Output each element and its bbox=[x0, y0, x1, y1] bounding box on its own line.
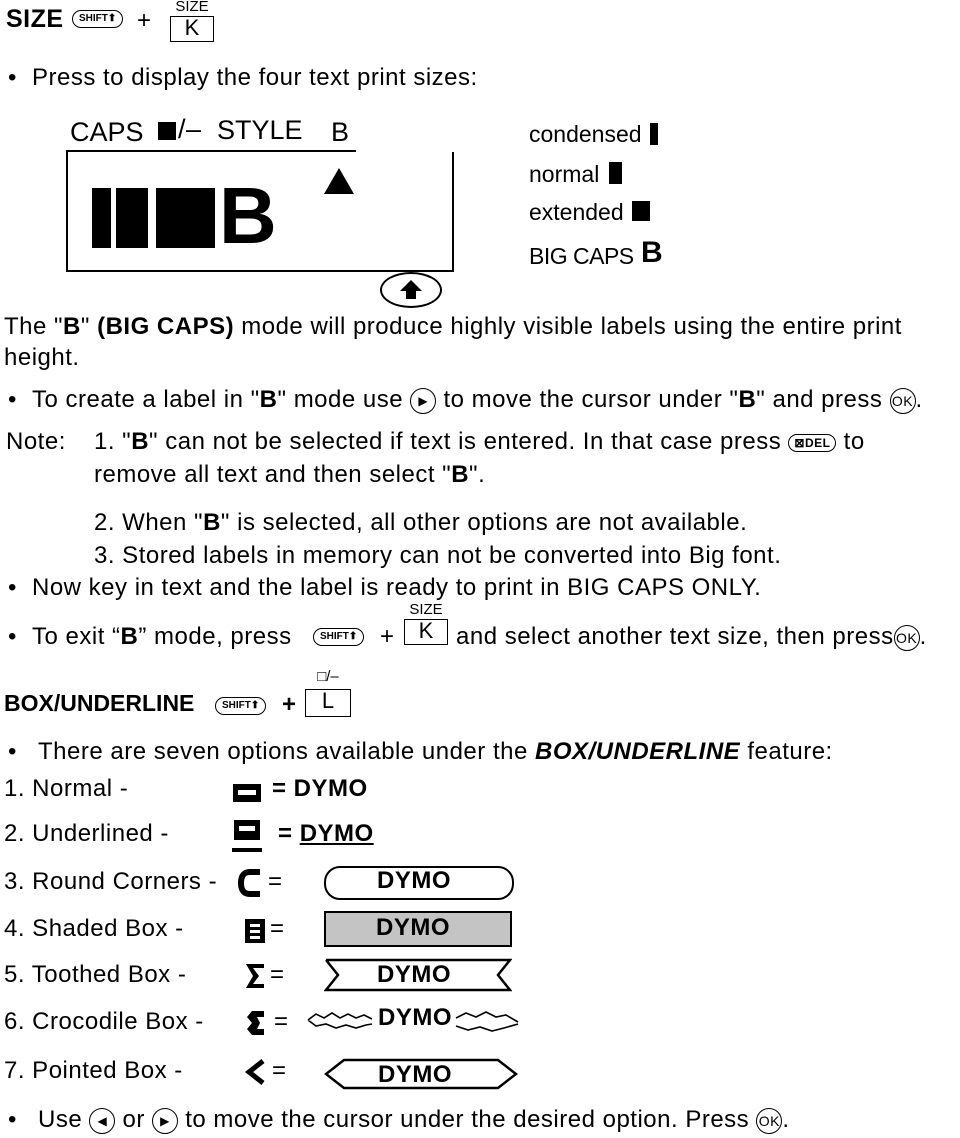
note-label: Note: bbox=[6, 428, 66, 455]
bullet-icon: • bbox=[8, 1106, 17, 1133]
box-key: L bbox=[305, 689, 351, 717]
equals-sign: = bbox=[270, 915, 285, 942]
bullet-icon: • bbox=[8, 574, 17, 601]
shift-indicator-icon bbox=[380, 272, 442, 308]
lcd-big-b: B bbox=[219, 171, 277, 260]
exit-instruction-b: and select another text size, then press OK. bbox=[456, 623, 927, 650]
bullet-icon: • bbox=[8, 623, 17, 650]
underlined-dymo-text: DYMO bbox=[299, 820, 374, 847]
option-underlined-sample: = DYMO bbox=[278, 820, 374, 847]
now-key-instruction: Now key in text and the label is ready to print in BIG CAPS ONLY. bbox=[32, 574, 762, 601]
option-toothed-sample: DYMO bbox=[377, 961, 451, 988]
option-pointed-sample: DYMO bbox=[378, 1061, 452, 1088]
round-corners-icon bbox=[236, 868, 264, 903]
lcd-cursor-arrow bbox=[324, 168, 354, 194]
size-heading: SIZE bbox=[6, 5, 64, 33]
lcd-style-label: STYLE bbox=[217, 115, 303, 145]
shaded-box-icon bbox=[244, 918, 266, 949]
lcd-caps-label: CAPS bbox=[70, 117, 144, 147]
bigcaps-sample: B bbox=[641, 236, 663, 269]
size-normal-label: normal bbox=[529, 161, 600, 187]
equals-sign: = bbox=[274, 1008, 289, 1035]
condensed-sample bbox=[650, 123, 658, 145]
shift-key: SHIFT⬆ bbox=[215, 697, 266, 715]
equals-sign: = bbox=[272, 1057, 287, 1084]
size-extended-label: extended bbox=[529, 199, 624, 225]
option-normal-label: 1. Normal - bbox=[4, 775, 129, 802]
lcd-condensed-bar bbox=[92, 188, 111, 248]
ok-key-icon: OK bbox=[756, 1108, 782, 1134]
lcd-gap bbox=[356, 148, 454, 152]
size-key-caption: SIZE bbox=[175, 0, 209, 15]
bullet-icon: • bbox=[8, 738, 17, 765]
size-key-caption: SIZE bbox=[409, 601, 443, 618]
normal-box-icon bbox=[230, 782, 264, 809]
extended-sample bbox=[632, 201, 650, 221]
plus-sign: + bbox=[380, 623, 395, 650]
del-key-icon: ⊠DEL bbox=[788, 434, 836, 452]
left-arrow-icon: ◀ bbox=[89, 1108, 115, 1134]
lcd-extended-bar bbox=[156, 188, 215, 248]
bullet-icon: • bbox=[8, 64, 17, 91]
size-bigcaps-label: BIG CAPS bbox=[529, 243, 634, 269]
plus-sign: + bbox=[137, 7, 152, 34]
option-toothed-label: 5. Toothed Box - bbox=[4, 961, 187, 988]
bullet-icon: • bbox=[8, 386, 17, 413]
box-intro: There are seven options available under the BOX/UNDERLINE feature: bbox=[38, 738, 833, 765]
size-bullet-text: Press to display the four text print sizes: bbox=[32, 64, 478, 91]
bigcaps-paragraph: The "B" (BIG CAPS) mode will produce highly visible labels using the entire print bbox=[4, 313, 902, 340]
option-round-label: 3. Round Corners - bbox=[4, 868, 218, 895]
plus-sign: + bbox=[282, 691, 297, 718]
box-key-caption: □/– bbox=[317, 668, 339, 685]
create-label-instruction: To create a label in "B" mode use ▶ to move the cursor under "B" and press OK. bbox=[32, 386, 923, 413]
note-1-cont: remove all text and then select "B". bbox=[94, 461, 486, 488]
option-shaded-label: 4. Shaded Box - bbox=[4, 915, 184, 942]
toothed-box-icon bbox=[244, 962, 266, 995]
pointed-box-icon bbox=[244, 1058, 266, 1091]
lcd-normal-bar bbox=[116, 188, 148, 248]
lcd-style-b: B bbox=[331, 117, 350, 147]
box-underline-heading: BOX/UNDERLINE bbox=[4, 690, 195, 716]
bigcaps-paragraph-cont: height. bbox=[4, 344, 80, 371]
shift-key: SHIFT⬆ bbox=[313, 628, 364, 646]
option-normal-sample: = DYMO bbox=[272, 775, 368, 802]
underline-icon bbox=[232, 818, 262, 859]
option-shaded-sample: DYMO bbox=[376, 914, 450, 941]
size-key: K bbox=[404, 619, 448, 645]
size-key: K bbox=[170, 16, 214, 42]
exit-instruction-a: To exit “B” mode, press bbox=[32, 623, 292, 650]
option-crocodile-sample: DYMO bbox=[378, 1004, 452, 1031]
lcd-slash-label: /– bbox=[178, 114, 202, 144]
note-3: 3. Stored labels in memory can not be converted into Big font. bbox=[94, 542, 782, 569]
shift-key: SHIFT⬆ bbox=[72, 10, 123, 28]
crocodile-box-icon bbox=[244, 1008, 268, 1043]
option-pointed-label: 7. Pointed Box - bbox=[4, 1057, 183, 1084]
size-condensed-label: condensed bbox=[529, 121, 642, 147]
equals-sign: = bbox=[270, 961, 285, 988]
equals-sign: = bbox=[268, 868, 283, 895]
lcd-box-indicator bbox=[158, 122, 176, 140]
option-underlined-label: 2. Underlined - bbox=[4, 820, 169, 847]
option-crocodile-label: 6. Crocodile Box - bbox=[4, 1008, 204, 1035]
ok-key-icon: OK bbox=[894, 625, 920, 651]
ok-key-icon: OK bbox=[890, 388, 916, 414]
move-cursor-instruction: Use ◀ or ▶ to move the cursor under the desired option. Press OK. bbox=[38, 1106, 790, 1133]
right-arrow-icon: ▶ bbox=[152, 1108, 178, 1134]
right-arrow-icon: ▶ bbox=[410, 388, 436, 414]
note-1: 1. "B" can not be selected if text is entered. In that case press ⊠DEL to bbox=[94, 428, 865, 455]
note-2: 2. When "B" is selected, all other options are not available. bbox=[94, 509, 748, 536]
option-round-sample: DYMO bbox=[377, 867, 451, 894]
normal-sample bbox=[609, 162, 622, 184]
